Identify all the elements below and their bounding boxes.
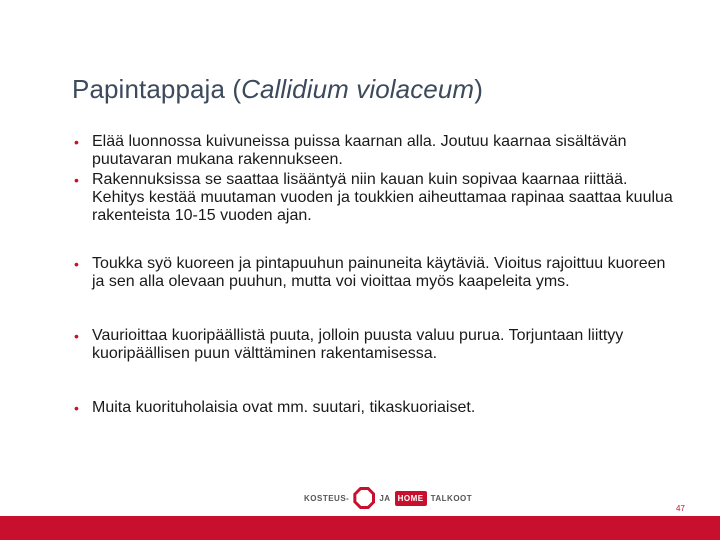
bottom-accent-bar: [0, 516, 720, 540]
slide-title: [72, 74, 483, 105]
bullet-list: [74, 133, 674, 419]
logo-home-badge: HOME: [395, 491, 427, 506]
logo-text-left: KOSTEUS-: [304, 493, 350, 503]
stop-sign-icon: [353, 487, 375, 509]
title-species: Callidium violaceum: [241, 74, 475, 104]
title-end: ): [474, 74, 483, 104]
bullet-item: • Vaurioittaa kuoripäällistä puuta, jolloin puusta valuu purua. Torjuntaan liittyy kuoripäällisen puun välttäminen rakentamisessa.: [74, 327, 674, 363]
bullet-item: • Toukka syö kuoreen ja pintapuuhun painuneita käytäviä. Vioitus rajoittuu kuoreen ja sen alla olevaan puuhun, mutta voi vioittaa myös kaapeleita yms.: [74, 255, 674, 291]
footer-logo: [304, 486, 472, 510]
bullet-item: • Muita kuorituholaisia ovat mm. suutari, tikaskuoriaiset.: [74, 399, 674, 417]
logo-text-mid: JA: [379, 493, 391, 503]
title-main: Papintappaja (: [72, 74, 242, 104]
bullet-item: • Elää luonnossa kuivuneissa puissa kaarnan alla. Joutuu kaarnaa sisältävän puutavaran mukana rakennukseen.: [74, 133, 674, 169]
logo-text-right: TALKOOT: [430, 493, 473, 503]
bullet-item: • Rakennuksissa se saattaa lisääntyä niin kauan kuin sopivaa kaarnaa riittää. Kehitys kestää muutaman vuoden ja toukkien aiheuttamaa rapinaa saattaa kuulua rakenteista 10-15 vuoden ajan.: [74, 171, 674, 225]
page-number: 47: [676, 504, 685, 513]
